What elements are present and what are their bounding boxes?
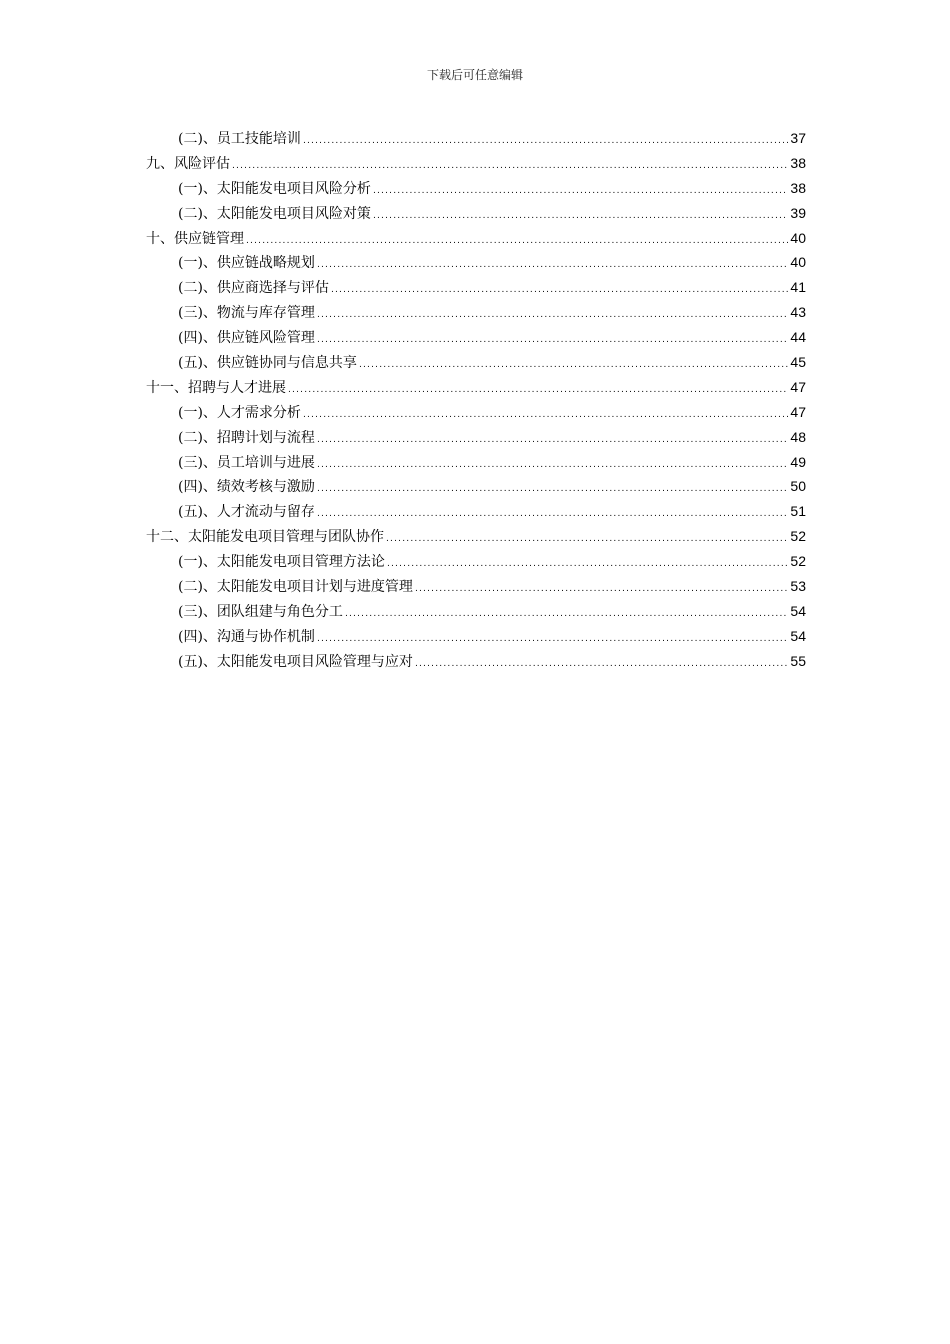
toc-dot-leader <box>373 204 788 229</box>
toc-entry[interactable] <box>146 499 806 524</box>
toc-entry-label: (五)、供应链协同与信息共享 <box>178 355 357 372</box>
toc-entry[interactable] <box>146 450 806 475</box>
toc-entry[interactable] <box>146 126 806 151</box>
toc-dot-leader <box>387 552 788 577</box>
toc-entry-label: 九、风险评估 <box>146 155 230 172</box>
toc-entry[interactable] <box>146 350 806 375</box>
toc-entry[interactable] <box>146 474 806 499</box>
toc-dot-leader <box>317 477 788 502</box>
toc-entry-page: 55 <box>790 652 806 669</box>
toc-entry-label: (四)、供应链风险管理 <box>178 330 315 347</box>
toc-entry[interactable] <box>146 400 806 425</box>
toc-entry-label: 十一、招聘与人才进展 <box>146 379 286 396</box>
toc-entry-page: 53 <box>790 578 806 595</box>
toc-dot-leader <box>317 328 788 353</box>
toc-dot-leader <box>246 229 788 254</box>
toc-dot-leader <box>317 253 788 278</box>
toc-entry[interactable] <box>146 599 806 624</box>
toc-entry-label: 十、供应链管理 <box>146 230 244 247</box>
toc-entry-page: 47 <box>790 403 806 420</box>
toc-dot-leader <box>331 278 788 303</box>
toc-entry-page: 48 <box>790 428 806 445</box>
toc-entry[interactable] <box>146 300 806 325</box>
toc-entry[interactable] <box>146 226 806 251</box>
toc-dot-leader <box>386 527 788 552</box>
toc-dot-leader <box>359 353 788 378</box>
toc-dot-leader <box>303 403 788 428</box>
toc-entry[interactable] <box>146 176 806 201</box>
toc-entry-page: 51 <box>790 503 806 520</box>
toc-entry-label: (二)、太阳能发电项目风险对策 <box>178 205 371 222</box>
toc-entry-page: 52 <box>790 528 806 545</box>
page-header: 下载后可任意编辑 <box>426 68 523 82</box>
toc-entry[interactable] <box>146 201 806 226</box>
toc-entry[interactable] <box>146 250 806 275</box>
toc-entry-page: 38 <box>790 179 806 196</box>
toc-entry-page: 37 <box>790 130 806 146</box>
toc-dot-leader <box>373 179 788 204</box>
toc-entry[interactable] <box>146 649 806 674</box>
toc-dot-leader <box>232 154 788 179</box>
toc-entry-label: (一)、太阳能发电项目风险分析 <box>178 180 371 197</box>
toc-entry-page: 40 <box>790 229 806 246</box>
toc-entry-label: (三)、物流与库存管理 <box>178 305 315 322</box>
toc-entry-page: 49 <box>790 453 806 470</box>
table-of-contents <box>146 126 806 674</box>
toc-entry-page: 54 <box>790 627 806 644</box>
toc-dot-leader <box>317 502 788 527</box>
toc-entry[interactable] <box>146 275 806 300</box>
toc-entry-label: (二)、供应商选择与评估 <box>178 280 329 297</box>
toc-dot-leader <box>317 453 788 478</box>
toc-dot-leader <box>345 602 788 627</box>
toc-entry-label: (四)、绩效考核与激励 <box>178 479 315 496</box>
toc-dot-leader <box>303 129 788 154</box>
toc-entry-page: 44 <box>790 329 806 346</box>
toc-entry-page: 50 <box>790 478 806 495</box>
toc-entry[interactable] <box>146 325 806 350</box>
toc-entry-page: 41 <box>790 279 806 296</box>
toc-entry[interactable] <box>146 425 806 450</box>
toc-entry-label: (二)、太阳能发电项目计划与进度管理 <box>178 579 413 596</box>
toc-entry-page: 52 <box>790 553 806 570</box>
toc-entry-label: (二)、招聘计划与流程 <box>178 429 315 446</box>
toc-entry[interactable] <box>146 624 806 649</box>
toc-dot-leader <box>317 303 788 328</box>
toc-dot-leader <box>415 652 788 677</box>
toc-entry-label: (三)、团队组建与角色分工 <box>178 603 343 620</box>
toc-entry-label: (三)、员工培训与进展 <box>178 454 315 471</box>
toc-dot-leader <box>317 428 788 453</box>
toc-entry-label: (四)、沟通与协作机制 <box>178 628 315 645</box>
toc-entry-page: 45 <box>790 354 806 371</box>
toc-entry-label: (二)、员工技能培训 <box>178 131 301 147</box>
toc-entry[interactable] <box>146 549 806 574</box>
toc-entry[interactable] <box>146 524 806 549</box>
toc-entry[interactable] <box>146 574 806 599</box>
toc-entry-page: 43 <box>790 304 806 321</box>
toc-entry-page: 39 <box>790 204 806 221</box>
toc-entry-label: (五)、人才流动与留存 <box>178 504 315 521</box>
toc-entry-label: (五)、太阳能发电项目风险管理与应对 <box>178 653 413 670</box>
toc-entry-page: 38 <box>790 154 806 171</box>
toc-dot-leader <box>415 577 788 602</box>
toc-entry-label: (一)、太阳能发电项目管理方法论 <box>178 554 385 571</box>
toc-entry[interactable] <box>146 375 806 400</box>
toc-entry-label: (一)、人才需求分析 <box>178 404 301 421</box>
toc-dot-leader <box>317 627 788 652</box>
toc-entry-page: 47 <box>790 378 806 395</box>
toc-entry-page: 40 <box>790 254 806 271</box>
toc-entry-label: 十二、太阳能发电项目管理与团队协作 <box>146 529 384 546</box>
toc-entry-label: (一)、供应链战略规划 <box>178 255 315 272</box>
toc-entry-page: 54 <box>790 602 806 619</box>
toc-entry[interactable] <box>146 151 806 176</box>
toc-dot-leader <box>288 378 788 403</box>
